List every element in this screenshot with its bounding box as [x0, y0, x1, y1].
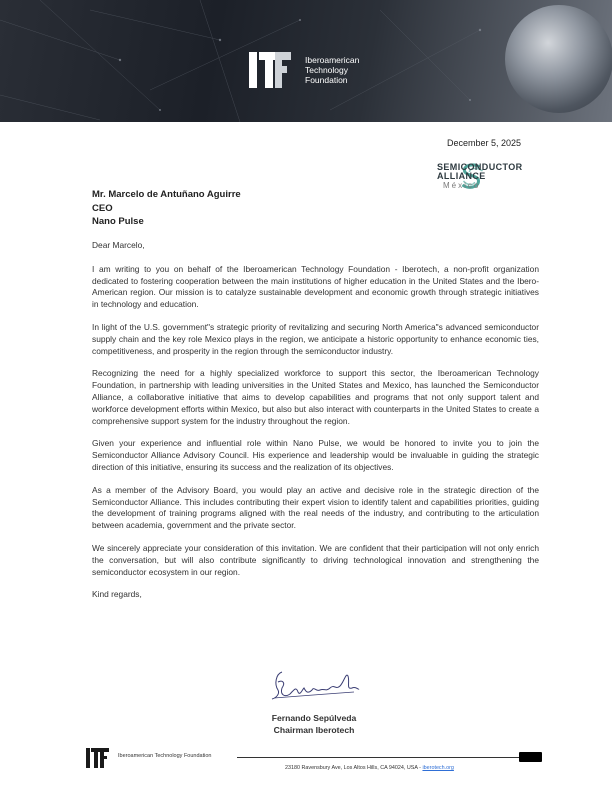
- paragraph: Recognizing the need for a highly specialized workforce to support this sector, the Iberoamerican Technology Foundation, in partnership with leading universities in the United States and Mexico, has launched the Semiconductor Alliance, a collaborative initiative that aims to develop capabilities and programs that not only support talent and workforce development efforts within Mexico, but also but also interact with counterparts in the United States to create a comprehensive support system for the industry throughout the region.: [92, 368, 539, 426]
- salutation: Dear Marcelo,: [92, 240, 145, 250]
- semiconductor-alliance-logo-text: SEMICONDUCTOR ALLIANCE México: [437, 162, 523, 190]
- recipient-company: Nano Pulse: [92, 216, 144, 227]
- recipient-name: Mr. Marcelo de Antuñano Aguirre: [92, 189, 241, 200]
- globe-graphic: [505, 5, 612, 113]
- footer-address: 23180 Ravensbury Ave, Los Altos Hills, CA 94024, USA - iberotech.org: [285, 765, 454, 771]
- handwritten-signature: [268, 668, 360, 706]
- footer-org-name: Iberoamerican Technology Foundation: [118, 753, 212, 759]
- closing: Kind regards,: [92, 589, 142, 600]
- footer-divider: [237, 757, 519, 758]
- website-link[interactable]: iberotech.org: [422, 765, 454, 771]
- paragraph: We sincerely appreciate your consideration of this invitation. We are confident that their participation will not only enrich the conversation, but will also contribute significantly to driving technological innovation and strengthening the semiconductor ecosystem in our region.: [92, 542, 539, 577]
- letter-date: December 5, 2025: [447, 138, 522, 148]
- paragraph: As a member of the Advisory Board, you would play an active and decisive role in the strategic direction of the Semiconductor Alliance. This includes contributing their expert vision to identify talent and capabilities priorities, guiding the development of training programs aligned with the real needs of the industry, and contributing to the articulation between academia, government and the private sector.: [92, 484, 539, 531]
- signer-role: Chairman Iberotech: [273, 725, 355, 735]
- paragraph: Given your experience and influential role within Nano Pulse, we would be honored to invite you to join the Semiconductor Alliance Advisory Council. His experience and leadership would be invaluable in guiding the strategic direction of this initiative, ensuring its success and the realization of its objectives.: [92, 438, 539, 472]
- signature-block: [262, 712, 366, 736]
- recipient-title: CEO: [92, 202, 113, 214]
- recipient-block: [92, 188, 241, 229]
- header-banner: [0, 0, 612, 122]
- itf-footer-logo-icon: [86, 748, 110, 768]
- signer-name: Fernando Sepúlveda: [271, 713, 357, 723]
- itf-logo-icon: [249, 52, 293, 88]
- paragraph: In light of the U.S. government"s strategic priority of revitalizing and securing North America"s advanced semiconductor supply chain and the key role Mexico plays in the region, we anticipate a historic opportunity to enhance economic ties, competitiveness, and prosperity in the region through the semiconductor industry.: [92, 321, 539, 356]
- header-logo-text: Iberoamerican Technology Foundation: [305, 55, 360, 85]
- paragraph: I am writing to you on behalf of the Iberoamerican Technology Foundation - Iberotech, a non-profit organization dedicated to fostering cooperation between the main institutions of higher education in the United States and the Ibero-American region. Our mission is to catalyze sustainable development and economic growth through strategic initiatives in technology and education.: [92, 263, 539, 310]
- letter-body: [92, 240, 539, 613]
- footer-black-box: [519, 752, 542, 762]
